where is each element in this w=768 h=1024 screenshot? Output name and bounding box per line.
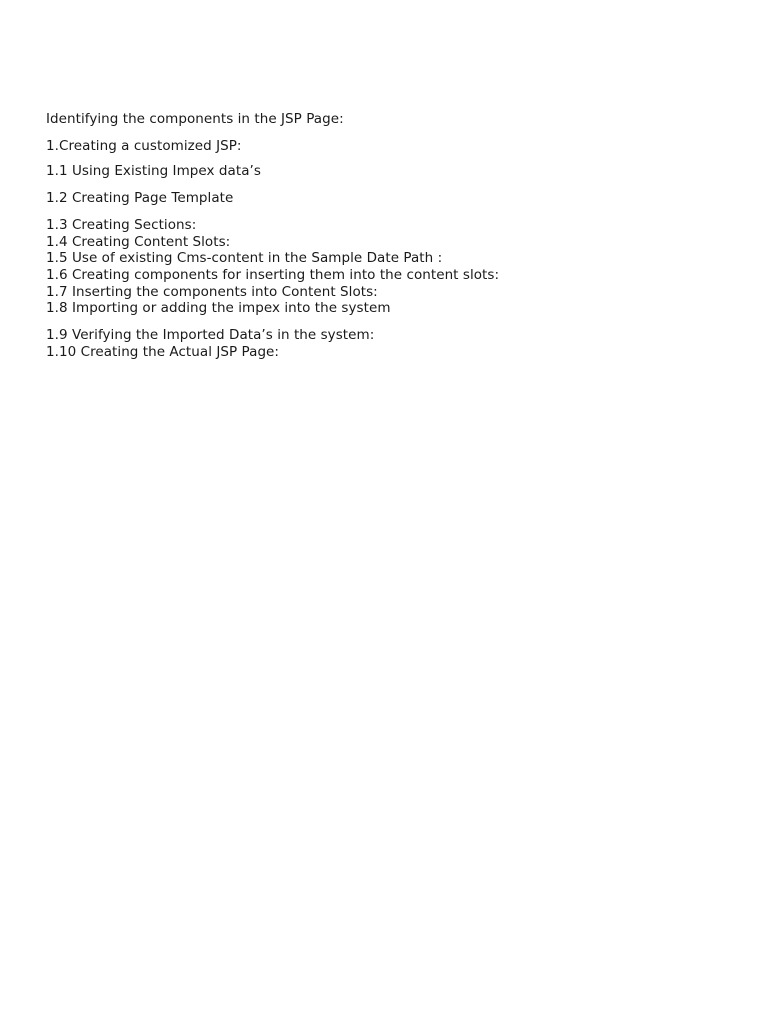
list-item: 1.1 Using Existing Impex data’s: [46, 163, 261, 179]
list-item: 1.8 Importing or adding the impex into the system: [46, 300, 391, 316]
list-item: 1.Creating a customized JSP:: [46, 138, 242, 154]
list-item: 1.5 Use of existing Cms-content in the Sample Date Path :: [46, 250, 443, 266]
list-item: 1.10 Creating the Actual JSP Page:: [46, 344, 280, 360]
list-item: 1.9 Verifying the Imported Data’s in the system:: [46, 327, 375, 343]
list-item: 1.3 Creating Sections:: [46, 217, 197, 233]
list-item: 1.7 Inserting the components into Content Slots:: [46, 284, 378, 300]
list-item: 1.6 Creating components for inserting them into the content slots:: [46, 267, 500, 283]
document-heading: Identifying the components in the JSP Page:: [46, 111, 344, 127]
list-item: 1.2 Creating Page Template: [46, 190, 234, 206]
list-item: 1.4 Creating Content Slots:: [46, 234, 231, 250]
